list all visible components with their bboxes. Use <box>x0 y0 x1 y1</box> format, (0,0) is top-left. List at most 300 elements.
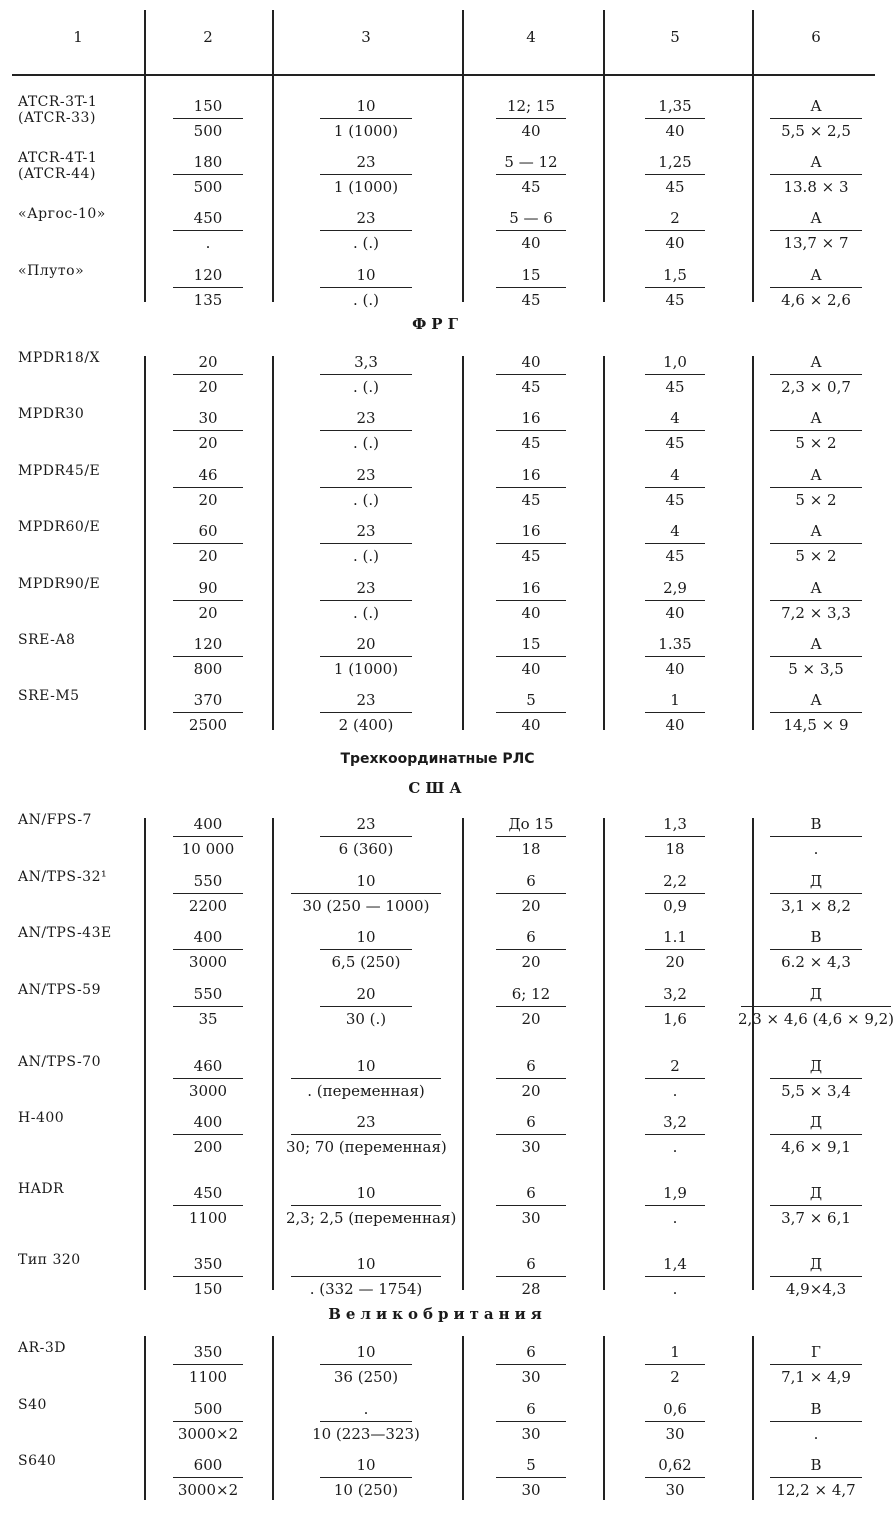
cell-numerator: В <box>810 1456 822 1474</box>
cell-numerator: 23 <box>356 209 376 227</box>
table-row <box>0 688 875 750</box>
cell-col-5 <box>595 463 755 509</box>
cell-col-6 <box>736 94 896 140</box>
cell-col-4 <box>451 632 611 678</box>
cell-denominator: 6 (360) <box>338 840 394 858</box>
cell-numerator: 10 <box>356 1343 376 1361</box>
cell-denominator: 4,9×4,3 <box>785 1280 847 1298</box>
cell-denominator: 2500 <box>188 716 228 734</box>
cell-col-2 <box>128 1252 288 1298</box>
station-name-line: AN/TPS-59 <box>18 982 101 998</box>
cell-numerator: 6 <box>526 1343 536 1361</box>
cell-col-2 <box>128 519 288 565</box>
cell-col-2 <box>128 406 288 452</box>
cell-denominator: 5 × 3,5 <box>788 660 844 678</box>
cell-numerator: А <box>810 153 822 171</box>
cell-col-5 <box>595 576 755 622</box>
cell-denominator: . (.) <box>352 491 379 509</box>
cell-col-4 <box>451 350 611 396</box>
cell-numerator: А <box>810 409 822 427</box>
cell-denominator: 150 <box>193 1280 223 1298</box>
station-name-line: MPDR90/E <box>18 576 101 592</box>
cell-numerator: 350 <box>193 1255 223 1273</box>
header-col-4: 4 <box>526 28 536 46</box>
cell-numerator: 450 <box>193 209 223 227</box>
cell-denominator: . <box>672 1138 678 1156</box>
header-col-3: 3 <box>361 28 371 46</box>
cell-denominator: 20 <box>198 378 218 396</box>
cell-denominator: 40 <box>521 660 541 678</box>
cell-col-6 <box>736 632 896 678</box>
cell-denominator: 6,5 (250) <box>331 953 401 971</box>
cell-numerator: 10 <box>356 266 376 284</box>
table-row <box>0 406 875 468</box>
cell-numerator: 16 <box>521 522 541 540</box>
cell-col-5 <box>595 1054 755 1100</box>
station-name-line: MPDR60/E <box>18 519 101 535</box>
station-name <box>18 350 100 366</box>
station-name-line: AN/TPS-70 <box>18 1054 101 1070</box>
cell-numerator: 0,6 <box>663 1400 687 1418</box>
cell-numerator: А <box>810 353 822 371</box>
cell-col-6 <box>736 1397 896 1443</box>
cell-denominator: 2,3 × 0,7 <box>781 378 851 396</box>
cell-numerator: 23 <box>356 466 376 484</box>
cell-col-4 <box>451 576 611 622</box>
cell-numerator: 16 <box>521 466 541 484</box>
cell-denominator: . (переменная) <box>307 1082 425 1100</box>
cell-col-2 <box>128 150 288 196</box>
cell-denominator: 2200 <box>188 897 228 915</box>
cell-denominator: 45 <box>521 491 541 509</box>
cell-numerator: 23 <box>356 579 376 597</box>
station-name-line: S640 <box>18 1453 57 1469</box>
cell-numerator: 10 <box>356 97 376 115</box>
cell-col-6 <box>736 925 896 971</box>
cell-denominator: 12,2 × 4,7 <box>776 1481 856 1499</box>
table-header <box>0 0 875 74</box>
cell-col-3 <box>286 1453 446 1499</box>
station-name <box>18 94 97 126</box>
station-name-line: SRE-A8 <box>18 632 76 648</box>
cell-col-3 <box>286 982 446 1028</box>
cell-numerator: 1 <box>670 691 680 709</box>
table-row <box>0 982 895 1044</box>
cell-col-3 <box>286 150 446 196</box>
cell-numerator: 5 <box>526 691 536 709</box>
station-name <box>18 150 97 182</box>
cell-denominator: 3000×2 <box>177 1481 239 1499</box>
cell-col-2 <box>128 463 288 509</box>
cell-denominator: 30; 70 (переменная) <box>286 1138 447 1156</box>
cell-denominator: 45 <box>665 378 685 396</box>
cell-col-3 <box>286 94 446 140</box>
table-row <box>0 519 875 581</box>
cell-col-2 <box>128 94 288 140</box>
table-row <box>0 350 875 412</box>
cell-col-3 <box>286 869 446 915</box>
cell-col-2 <box>128 1397 288 1443</box>
station-name <box>18 982 101 998</box>
cell-numerator: 150 <box>193 97 223 115</box>
cell-col-6 <box>736 812 896 858</box>
cell-col-3 <box>286 1340 446 1386</box>
station-name <box>18 812 92 828</box>
cell-denominator: 4,6 × 9,1 <box>781 1138 851 1156</box>
cell-numerator: А <box>810 209 822 227</box>
station-name <box>18 632 75 648</box>
station-name <box>18 463 100 479</box>
cell-col-4 <box>451 925 611 971</box>
cell-denominator: 2,3; 2,5 (переменная) <box>286 1209 457 1227</box>
cell-numerator: 46 <box>198 466 218 484</box>
cell-numerator: 6 <box>526 1255 536 1273</box>
table-row <box>0 632 875 694</box>
cell-col-6 <box>736 869 896 915</box>
cell-numerator: 1,35 <box>658 97 692 115</box>
cell-col-3 <box>286 406 446 452</box>
cell-col-5 <box>595 1110 755 1156</box>
cell-numerator: 400 <box>193 1113 223 1131</box>
cell-col-6 <box>736 406 896 452</box>
cell-numerator: 4 <box>670 409 680 427</box>
cell-col-5 <box>595 263 755 309</box>
cell-col-4 <box>451 463 611 509</box>
cell-numerator: 180 <box>193 153 223 171</box>
cell-col-6 <box>736 1110 896 1156</box>
table-row <box>0 94 875 156</box>
station-name-line: SRE-M5 <box>18 688 80 704</box>
cell-denominator: 3000 <box>188 953 228 971</box>
cell-denominator: . <box>813 1425 819 1443</box>
cell-col-3 <box>286 1054 446 1100</box>
cell-numerator: 30 <box>198 409 218 427</box>
cell-col-6 <box>736 1054 896 1100</box>
cell-col-4 <box>451 688 611 734</box>
cell-col-6 <box>736 150 896 196</box>
cell-numerator: 2 <box>670 1057 680 1075</box>
cell-numerator: 1 <box>670 1343 680 1361</box>
cell-col-4 <box>451 1397 611 1443</box>
cell-col-4 <box>451 869 611 915</box>
cell-col-5 <box>595 982 755 1028</box>
cell-denominator: . (.) <box>352 234 379 252</box>
cell-col-2 <box>128 982 288 1028</box>
cell-numerator: 3,2 <box>663 1113 687 1131</box>
cell-numerator: А <box>810 579 822 597</box>
station-name <box>18 1252 81 1268</box>
cell-numerator: 6 <box>526 1184 536 1202</box>
cell-numerator: 450 <box>193 1184 223 1202</box>
cell-numerator: 1,0 <box>663 353 687 371</box>
station-name-line: (ATCR-33) <box>18 110 96 126</box>
cell-col-6 <box>736 688 896 734</box>
station-name <box>18 1054 101 1070</box>
cell-denominator: . (.) <box>352 378 379 396</box>
cell-col-6 <box>736 263 896 309</box>
cell-numerator: 120 <box>193 635 223 653</box>
cell-denominator: 30 <box>521 1425 541 1443</box>
cell-numerator: 20 <box>356 985 376 1003</box>
cell-denominator: 18 <box>521 840 541 858</box>
cell-numerator: Д <box>809 1184 823 1202</box>
cell-col-5 <box>595 350 755 396</box>
cell-denominator: 20 <box>198 491 218 509</box>
cell-col-2 <box>128 1181 288 1227</box>
cell-numerator: Д <box>809 1255 823 1273</box>
cell-numerator: 6 <box>526 1057 536 1075</box>
cell-numerator: 0,62 <box>658 1456 692 1474</box>
station-name-line: AN/TPS-43E <box>18 925 112 941</box>
cell-numerator: 23 <box>356 691 376 709</box>
station-name <box>18 1181 64 1197</box>
station-name <box>18 869 107 885</box>
cell-col-3 <box>286 576 446 622</box>
cell-col-3 <box>286 1181 457 1227</box>
cell-numerator: 5 — 12 <box>504 153 558 171</box>
cell-col-4 <box>451 812 611 858</box>
station-name <box>18 1110 64 1126</box>
cell-col-4 <box>451 94 611 140</box>
cell-denominator: 40 <box>521 122 541 140</box>
cell-denominator: 30 <box>521 1368 541 1386</box>
cell-denominator: 45 <box>521 378 541 396</box>
cell-denominator: 30 <box>665 1481 685 1499</box>
cell-col-6 <box>736 1181 896 1227</box>
cell-denominator: 30 <box>521 1138 541 1156</box>
cell-denominator: 45 <box>521 178 541 196</box>
table-row <box>0 1397 875 1459</box>
cell-numerator: 16 <box>521 409 541 427</box>
cell-denominator: . (.) <box>352 434 379 452</box>
cell-col-6 <box>736 1453 896 1499</box>
cell-denominator: . <box>672 1209 678 1227</box>
cell-col-6 <box>736 206 896 252</box>
cell-numerator: 4 <box>670 466 680 484</box>
cell-numerator: А <box>810 466 822 484</box>
cell-denominator: 3000×2 <box>177 1425 239 1443</box>
cell-denominator: 40 <box>665 604 685 622</box>
cell-denominator: 6.2 × 4,3 <box>781 953 851 971</box>
cell-denominator: 800 <box>193 660 223 678</box>
cell-denominator: 2 (400) <box>338 716 394 734</box>
cell-col-6 <box>736 519 896 565</box>
cell-col-4 <box>451 406 611 452</box>
cell-denominator: 45 <box>665 547 685 565</box>
cell-numerator: В <box>810 928 822 946</box>
cell-col-5 <box>595 1453 755 1499</box>
cell-col-2 <box>128 632 288 678</box>
cell-denominator: 5 × 2 <box>795 547 837 565</box>
station-name-line: (ATCR-44) <box>18 166 96 182</box>
header-col-2: 2 <box>203 28 213 46</box>
cell-numerator: 3,2 <box>663 985 687 1003</box>
cell-col-3 <box>286 206 446 252</box>
table-row <box>0 206 875 268</box>
cell-denominator: 40 <box>665 716 685 734</box>
cell-numerator: А <box>810 97 822 115</box>
cell-denominator: 45 <box>521 291 541 309</box>
cell-denominator: . <box>205 234 211 252</box>
cell-numerator: 23 <box>356 815 376 833</box>
station-name <box>18 576 100 592</box>
header-col-6: 6 <box>811 28 821 46</box>
table-row <box>0 869 875 931</box>
cell-numerator: 600 <box>193 1456 223 1474</box>
cell-numerator: 20 <box>356 635 376 653</box>
cell-numerator: Д <box>809 872 823 890</box>
cell-col-5 <box>595 1181 755 1227</box>
cell-denominator: 20 <box>521 953 541 971</box>
cell-denominator: 13,7 × 7 <box>783 234 849 252</box>
cell-denominator: 36 (250) <box>333 1368 399 1386</box>
cell-numerator: 60 <box>198 522 218 540</box>
cell-numerator: 6 <box>526 872 536 890</box>
cell-denominator: 200 <box>193 1138 223 1156</box>
table-row <box>0 925 875 987</box>
cell-numerator: 23 <box>356 409 376 427</box>
cell-col-5 <box>595 1252 755 1298</box>
station-name <box>18 688 80 704</box>
cell-col-4 <box>451 206 611 252</box>
table-row <box>0 150 875 212</box>
cell-col-3 <box>286 263 446 309</box>
cell-col-3 <box>286 1252 446 1298</box>
cell-col-3 <box>286 632 446 678</box>
cell-col-4 <box>451 1054 611 1100</box>
cell-col-5 <box>595 206 755 252</box>
cell-col-4 <box>451 1252 611 1298</box>
cell-numerator: 2,9 <box>663 579 687 597</box>
table-row <box>0 1054 875 1116</box>
cell-col-6 <box>736 350 896 396</box>
cell-col-2 <box>128 688 288 734</box>
cell-denominator: 2,3 × 4,6 (4,6 × 9,2) <box>737 1010 895 1028</box>
cell-col-6 <box>736 1252 896 1298</box>
cell-col-5 <box>595 94 755 140</box>
cell-col-5 <box>595 519 755 565</box>
cell-numerator: 23 <box>356 522 376 540</box>
cell-denominator: 3,1 × 8,2 <box>781 897 851 915</box>
cell-denominator: 2 <box>670 1368 680 1386</box>
header-rule <box>12 74 875 76</box>
cell-col-2 <box>128 869 288 915</box>
cell-numerator: 1.1 <box>663 928 687 946</box>
cell-numerator: 23 <box>356 1113 376 1131</box>
section-title: Великобритания <box>328 1305 547 1323</box>
cell-numerator: 6 <box>526 1113 536 1131</box>
cell-denominator: 40 <box>665 660 685 678</box>
cell-numerator: А <box>810 691 822 709</box>
station-name <box>18 406 84 422</box>
cell-denominator: 1100 <box>188 1368 228 1386</box>
cell-col-4 <box>451 519 611 565</box>
station-name-line: AN/FPS-7 <box>18 812 92 828</box>
cell-denominator: 35 <box>198 1010 218 1028</box>
cell-denominator: 500 <box>193 178 223 196</box>
station-name-line: S40 <box>18 1397 47 1413</box>
cell-numerator: 10 <box>356 1456 376 1474</box>
cell-denominator: 5,5 × 3,4 <box>781 1082 851 1100</box>
station-name <box>18 1340 66 1356</box>
cell-denominator: 20 <box>198 604 218 622</box>
cell-denominator: 45 <box>665 434 685 452</box>
cell-denominator: 30 <box>665 1425 685 1443</box>
station-name <box>18 263 84 279</box>
cell-numerator: 4 <box>670 522 680 540</box>
cell-col-2 <box>128 1340 288 1386</box>
cell-col-3 <box>286 463 446 509</box>
cell-numerator: А <box>810 266 822 284</box>
station-name-line: Тип 320 <box>18 1252 81 1268</box>
cell-numerator: 23 <box>356 153 376 171</box>
cell-denominator: 7,2 × 3,3 <box>781 604 851 622</box>
cell-denominator: 5 × 2 <box>795 491 837 509</box>
cell-col-5 <box>595 688 755 734</box>
cell-denominator: 45 <box>665 178 685 196</box>
cell-numerator: 6; 12 <box>511 985 551 1003</box>
cell-col-6 <box>736 982 896 1028</box>
cell-denominator: 14,5 × 9 <box>783 716 849 734</box>
cell-numerator: 1,5 <box>663 266 687 284</box>
station-name-line: HADR <box>18 1181 65 1197</box>
station-name <box>18 925 112 941</box>
cell-col-2 <box>128 1054 288 1100</box>
cell-numerator: Г <box>811 1343 821 1361</box>
cell-denominator: 1,6 <box>663 1010 687 1028</box>
cell-denominator: 5,5 × 2,5 <box>781 122 851 140</box>
cell-denominator: 4,6 × 2,6 <box>781 291 851 309</box>
cell-denominator: 30 (250 — 1000) <box>302 897 430 915</box>
cell-numerator: 500 <box>193 1400 223 1418</box>
cell-denominator: . (.) <box>352 547 379 565</box>
table-row <box>0 812 875 874</box>
cell-denominator: 30 <box>521 1481 541 1499</box>
cell-numerator: 5 — 6 <box>509 209 553 227</box>
cell-denominator: . <box>672 1082 678 1100</box>
cell-denominator: 10 000 <box>181 840 235 858</box>
cell-col-4 <box>451 982 611 1028</box>
cell-col-5 <box>595 406 755 452</box>
cell-col-2 <box>128 1110 288 1156</box>
cell-numerator: В <box>810 815 822 833</box>
cell-col-3 <box>286 350 446 396</box>
cell-col-6 <box>736 463 896 509</box>
station-name-line: MPDR45/E <box>18 463 101 479</box>
cell-denominator: 3000 <box>188 1082 228 1100</box>
cell-denominator: 18 <box>665 840 685 858</box>
station-name <box>18 206 106 222</box>
station-name-line: «Плуто» <box>18 263 85 279</box>
cell-numerator: 2 <box>670 209 680 227</box>
cell-col-4 <box>451 1340 611 1386</box>
cell-denominator: 40 <box>521 234 541 252</box>
cell-col-4 <box>451 1110 611 1156</box>
station-name-line: MPDR18/X <box>18 350 101 366</box>
cell-denominator: 20 <box>521 1010 541 1028</box>
station-name-line: AR-3D <box>18 1340 67 1356</box>
cell-numerator: 1,9 <box>663 1184 687 1202</box>
cell-numerator: 370 <box>193 691 223 709</box>
table-row <box>0 463 875 525</box>
cell-denominator: 20 <box>198 434 218 452</box>
cell-denominator: . (.) <box>352 604 379 622</box>
cell-col-2 <box>128 350 288 396</box>
cell-denominator: 1 (1000) <box>333 660 399 678</box>
cell-col-2 <box>128 263 288 309</box>
cell-numerator: В <box>810 1400 822 1418</box>
cell-numerator: 10 <box>356 872 376 890</box>
